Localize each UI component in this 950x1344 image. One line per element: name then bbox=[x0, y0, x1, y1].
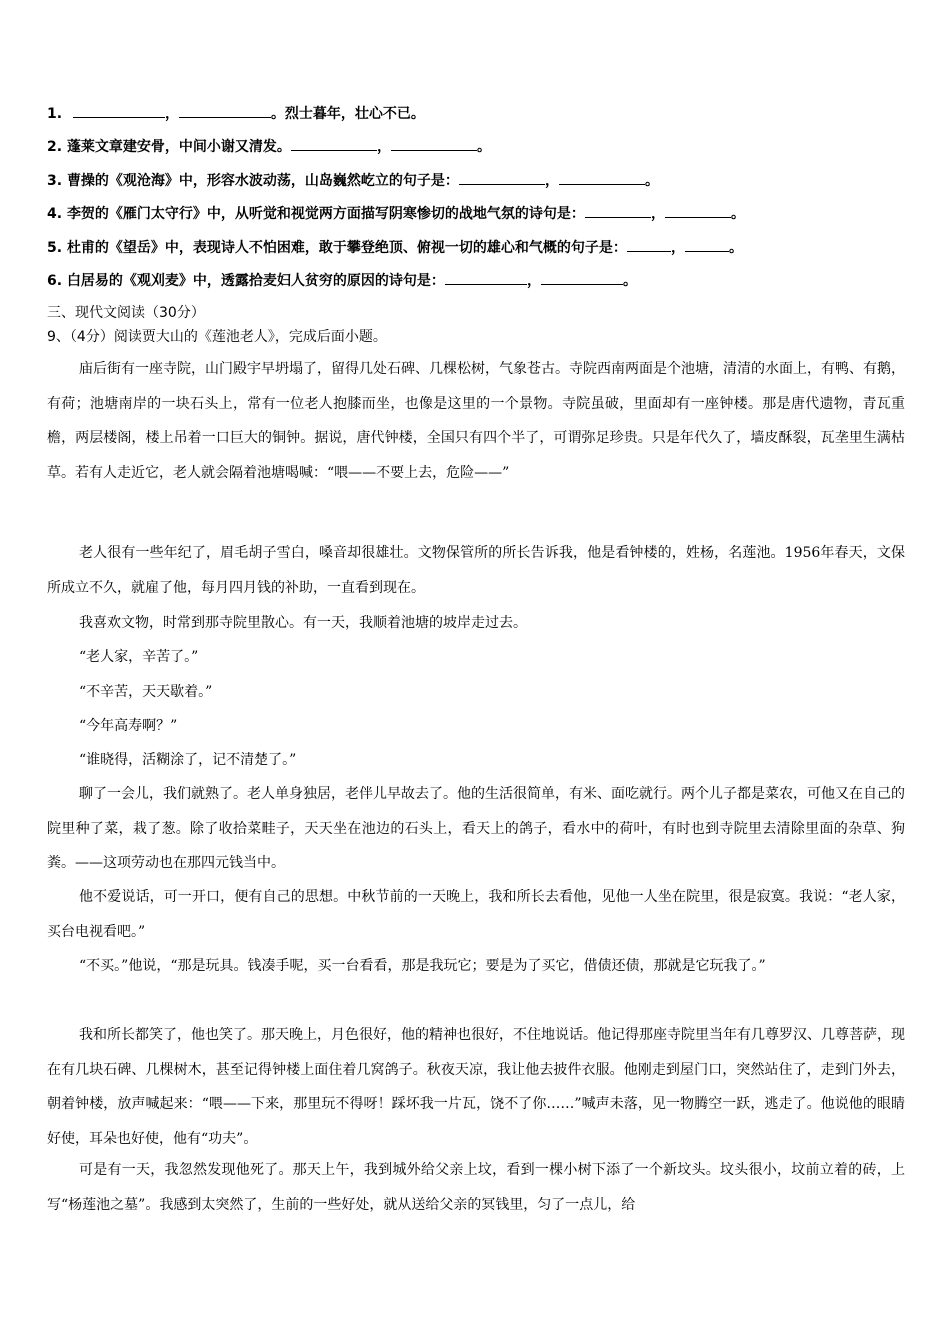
question-intro: 9、（4分）阅读贾大山的《莲池老人》，完成后面小题。 bbox=[47, 329, 387, 345]
dialogue-line-3: “今年高寿啊？” bbox=[79, 718, 178, 734]
question-number: 3. bbox=[47, 173, 63, 189]
fill-question-3 bbox=[47, 170, 659, 191]
question-number: 1. bbox=[47, 106, 63, 122]
fill-question-1 bbox=[47, 103, 425, 124]
answer-blank[interactable] bbox=[445, 270, 527, 285]
section-title: 三、现代文阅读（30分） bbox=[47, 305, 205, 321]
paragraph-10: “不买。”他说，“那是玩具。钱凑手呢，买一台看看，那是我玩它；要是为了买它，借债还债，那就是它玩我了。” bbox=[79, 958, 766, 974]
separator: ， bbox=[544, 173, 559, 189]
answer-blank[interactable] bbox=[541, 270, 623, 285]
paragraph-2: 老人很有一些年纪了，眉毛胡子雪白，嗓音却很雄壮。文物保管所的所长告诉我，他是看钟楼的，姓杨，名莲池。1956年春天，文保所成立不久，就雇了他，每月四月钱的补助，一直看到现在。 bbox=[47, 545, 905, 596]
question-text: 曹操的《观沧海》中，形容水波动荡，山岛巍然屹立的句子是： bbox=[66, 173, 459, 189]
answer-blank[interactable] bbox=[391, 136, 477, 151]
paragraph-8: 聊了一会儿，我们就熟了。老人单身独居，老伴儿早故去了。他的生活很简单，有米、面吃就行。两个儿子都是菜农，可他又在自己的院里种了菜，栽了葱。除了收拾菜畦子，天天坐在池边的石头上，看天上的鸽子，看水中的荷叶，有时也到寺院里去清除里面的杂草、狗粪。——这项劳动也在那四元钱当中。 bbox=[47, 786, 905, 871]
answer-blank[interactable] bbox=[627, 237, 671, 252]
dialogue-line-4: “谁晓得，活糊涂了，记不清楚了。” bbox=[79, 752, 297, 768]
answer-blank[interactable] bbox=[73, 103, 165, 118]
fill-question-2 bbox=[47, 136, 491, 157]
question-text: 白居易的《观刈麦》中，透露拾麦妇人贫穷的原因的诗句是： bbox=[66, 273, 445, 289]
question-text: 。 bbox=[728, 240, 743, 256]
answer-blank[interactable] bbox=[585, 203, 651, 218]
fill-question-5 bbox=[47, 237, 743, 258]
question-text: 李贺的《雁门太守行》中，从听觉和视觉两方面描写阴寒惨切的战地气氛的诗句是： bbox=[66, 206, 585, 222]
dialogue-line-1: “老人家，辛苦了。” bbox=[79, 649, 199, 665]
answer-blank[interactable] bbox=[559, 170, 645, 185]
question-number: 2. bbox=[47, 139, 63, 155]
separator: ， bbox=[650, 206, 665, 222]
question-text: 。 bbox=[730, 206, 745, 222]
answer-blank[interactable] bbox=[685, 237, 729, 252]
question-number: 4. bbox=[47, 206, 63, 222]
paragraph-9: 他不爱说话，可一开口，便有自己的思想。中秋节前的一天晚上，我和所长去看他，见他一人坐在院里，很是寂寞。我说：“老人家，买台电视看吧。” bbox=[47, 889, 905, 940]
paragraph-1: 庙后街有一座寺院，山门殿宇早坍塌了，留得几处石碑、几棵松树，气象苍古。寺院西南两面是个池塘，清清的水面上，有鸭、有鹅，有荷；池塘南岸的一块石头上，常有一位老人抱膝而坐，也像是这里的一个景物。寺院虽破，里面却有一座钟楼。那是唐代遗物，青瓦重檐，两层楼阁，楼上吊着一口巨大的铜钟。据说，唐代钟楼，全国只有四个半了，可谓弥足珍贵。只是年代久了，墙皮酥裂，瓦垄里生满枯草。若有人走近它，老人就会隔着池塘喝喊：“喂——不要上去，危险——” bbox=[47, 361, 905, 481]
separator: ， bbox=[376, 139, 391, 155]
question-text: 蓬莱文章建安骨，中间小谢又清发。 bbox=[66, 139, 291, 155]
separator: ， bbox=[526, 273, 541, 289]
fill-question-6 bbox=[47, 270, 637, 291]
question-text: 。 bbox=[476, 139, 491, 155]
separator: ， bbox=[670, 240, 685, 256]
question-text: 。 bbox=[622, 273, 637, 289]
question-number: 5. bbox=[47, 240, 63, 256]
separator: ， bbox=[164, 106, 179, 122]
answer-blank[interactable] bbox=[459, 170, 545, 185]
paragraph-11: 我和所长都笑了，他也笑了。那天晚上，月色很好，他的精神也很好，不住地说话。他记得那座寺院里当年有几尊罗汉、几尊菩萨，现在有几块石碑、几棵树木，甚至记得钟楼上面住着几窝鸽子。秋夜天凉，我让他去披件衣服。他刚走到屋门口，突然站住了，走到门外去，朝着钟楼，放声喊起来：“喂——下来，那里玩不得呀！踩坏我一片瓦，饶不了你……”喊声未落，见一物腾空一跃，逃走了。他说他的眼睛好使，耳朵也好使，他有“功夫”。 bbox=[47, 1027, 905, 1147]
fill-question-4 bbox=[47, 203, 745, 224]
answer-blank[interactable] bbox=[291, 136, 377, 151]
answer-blank[interactable] bbox=[179, 103, 271, 118]
question-text: 杜甫的《望岳》中，表现诗人不怕困难，敢于攀登绝顶、俯视一切的雄心和气概的句子是： bbox=[66, 240, 627, 256]
question-text: 。烈士暮年，壮心不已。 bbox=[270, 106, 425, 122]
paragraph-3: 我喜欢文物，时常到那寺院里散心。有一天，我顺着池塘的坡岸走过去。 bbox=[79, 615, 527, 631]
dialogue-line-2: “不辛苦，天天歇着。” bbox=[79, 684, 213, 700]
answer-blank[interactable] bbox=[665, 203, 731, 218]
question-number: 6. bbox=[47, 273, 63, 289]
paragraph-12: 可是有一天，我忽然发现他死了。那天上午，我到城外给父亲上坟，看到一棵小树下添了一个新坟头。坟头很小，坟前立着的砖，上写“杨莲池之墓”。我感到太突然了，生前的一些好处，就从送给父亲的冥钱里，匀了一点儿，给 bbox=[47, 1162, 905, 1213]
question-text: 。 bbox=[644, 173, 659, 189]
